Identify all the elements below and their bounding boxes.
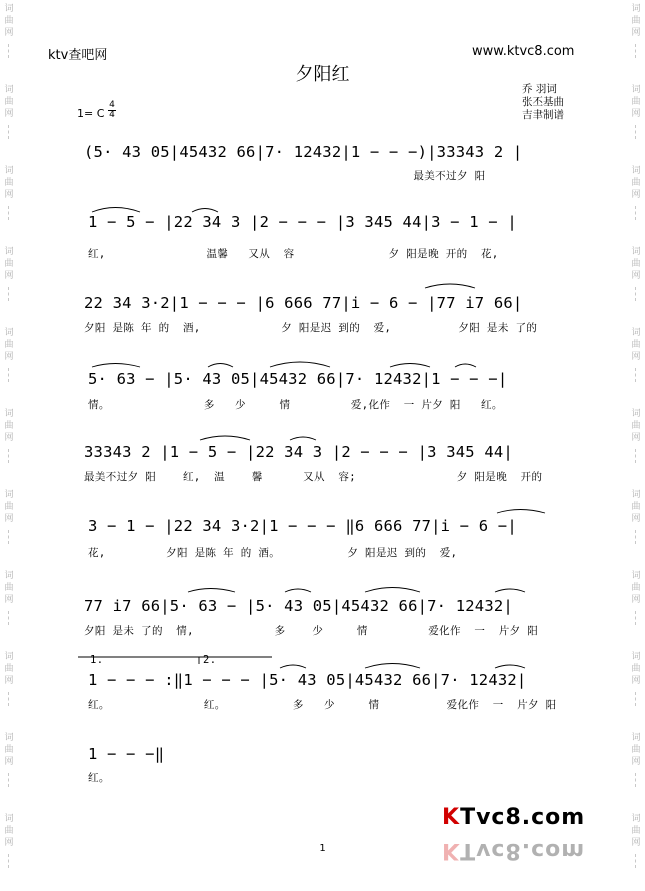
side-glyph: 网 xyxy=(4,838,14,848)
side-glyph: 网 xyxy=(4,190,14,200)
system-2-lyrics: 红, 温馨 又从 容 夕 阳是晚 开的 花, xyxy=(88,248,499,260)
side-glyph: 词 xyxy=(4,166,14,176)
side-glyph: 网 xyxy=(4,352,14,362)
page-number: 1 xyxy=(319,843,326,854)
slur xyxy=(365,588,420,593)
side-glyph: 曲 xyxy=(631,745,641,755)
side-glyph: 曲 xyxy=(631,583,641,593)
side-glyph: 词 xyxy=(4,4,14,14)
system-3-notes: 22 34 3·2|1 − − − |6 666 77|i − 6 − |77 i7 66| xyxy=(84,294,523,312)
slur xyxy=(188,589,235,593)
side-glyph: 曲 xyxy=(4,421,14,431)
side-glyph: 网 xyxy=(631,28,641,38)
side-glyph: 网 xyxy=(631,838,641,848)
system-9-notes: 1 − − −‖ xyxy=(88,745,165,763)
side-glyph: 网 xyxy=(4,595,14,605)
side-glyph: 曲 xyxy=(4,583,14,593)
volta-2-label: 2. xyxy=(203,654,217,666)
side-glyph: 曲 xyxy=(631,259,641,269)
side-glyph: 曲 xyxy=(4,502,14,512)
side-glyph: 词 xyxy=(631,814,641,824)
system-5-notes: 33343 2 |1 − 5 − |22 34 3 |2 − − − |3 345 44| xyxy=(84,443,513,461)
side-glyph: 网 xyxy=(631,271,641,281)
lyricist: 乔 羽词 xyxy=(522,83,557,95)
system-5-lyrics: 最美不过夕 阳 红, 温 馨 又从 容; 夕 阳是晚 开的 xyxy=(84,471,543,483)
composer: 张丕基曲 xyxy=(522,96,564,108)
side-glyph: 曲 xyxy=(631,826,641,836)
slur xyxy=(455,364,476,367)
side-glyph: 网 xyxy=(631,433,641,443)
slur xyxy=(92,208,140,213)
side-glyph: 曲 xyxy=(4,178,14,188)
side-glyph: 曲 xyxy=(4,745,14,755)
side-glyph: 词 xyxy=(631,328,641,338)
system-4-lyrics: 情。 多 少 情 爱,化作 一 片夕 阳 红。 xyxy=(88,399,503,411)
song-title: 夕阳红 xyxy=(295,64,350,85)
side-glyph: 曲 xyxy=(4,340,14,350)
system-7-notes: 77 i7 66|5· 63 − |5· 43 05|45432 66|7· 12432| xyxy=(84,597,513,615)
system-6-lyrics: 花, 夕阳 是陈 年 的 酒。 夕 阳是迟 到的 爱, xyxy=(88,547,458,559)
system-3-lyrics: 夕阳 是陈 年 的 酒, 夕 阳是迟 到的 爱, 夕阳 是未 了的 xyxy=(84,322,538,334)
side-glyph: 词 xyxy=(4,814,14,824)
slur xyxy=(495,589,525,592)
side-glyph: 词 xyxy=(631,490,641,500)
time-signature-bottom: 4 xyxy=(109,110,115,120)
side-glyph: 网 xyxy=(631,190,641,200)
side-glyph: 词 xyxy=(631,85,641,95)
system-1-lyrics: 最美不过夕 阳 xyxy=(84,170,486,182)
side-glyph: 曲 xyxy=(631,340,641,350)
slur xyxy=(425,284,475,288)
side-glyph: 词 xyxy=(631,571,641,581)
system-9-lyrics: 红。 xyxy=(88,772,110,784)
side-glyph: 网 xyxy=(631,109,641,119)
side-glyph: 曲 xyxy=(4,664,14,674)
side-glyph: 词 xyxy=(4,247,14,257)
side-glyph: 曲 xyxy=(4,259,14,269)
side-glyph: 曲 xyxy=(4,826,14,836)
side-glyph: 词 xyxy=(4,85,14,95)
slur xyxy=(192,209,218,213)
side-glyph: 曲 xyxy=(631,421,641,431)
side-glyph: 词 xyxy=(631,652,641,662)
side-glyph: 词 xyxy=(4,571,14,581)
side-glyph: 网 xyxy=(4,28,14,38)
side-glyph: 词 xyxy=(631,166,641,176)
side-glyph: 网 xyxy=(4,109,14,119)
system-4-notes: 5· 63 − |5· 43 05|45432 66|7· 12432|1 − − −| xyxy=(88,370,508,388)
system-7-lyrics: 夕阳 是未 了的 情, 多 少 情 爱化作 一 片夕 阳 xyxy=(84,625,539,637)
side-glyph: 曲 xyxy=(631,502,641,512)
side-glyph: 曲 xyxy=(631,97,641,107)
side-glyph: 网 xyxy=(4,676,14,686)
slur xyxy=(280,665,306,668)
system-1-notes: (5· 43 05|45432 66|7· 12432|1 − − −)|33343 2 | xyxy=(84,143,523,161)
side-glyph: 网 xyxy=(4,271,14,281)
side-glyph: 词 xyxy=(631,247,641,257)
side-glyph: 词 xyxy=(4,409,14,419)
ktvc8-logo xyxy=(442,805,585,830)
side-glyph: 词 xyxy=(631,409,641,419)
system-8-notes: 1 − − − :‖1 − − − |5· 43 05|45432 66|7· 12432| xyxy=(88,671,527,689)
system-2-notes: 1 − 5 − |22 34 3 |2 − − − |3 345 44|3 − 1 − | xyxy=(88,213,517,231)
side-glyph: 曲 xyxy=(4,97,14,107)
slur xyxy=(390,364,430,368)
slur xyxy=(92,364,140,368)
side-glyph: 词 xyxy=(631,733,641,743)
side-glyph: 网 xyxy=(631,757,641,767)
engraver: 吉聿制谱 xyxy=(522,109,564,121)
site-name-left: ktv查吧网 xyxy=(48,48,108,63)
ktvc8-logo-reflection: KTvc8.com xyxy=(442,838,586,863)
time-signature-top: 4 xyxy=(109,100,115,110)
logo-rest: Tvc8.com xyxy=(460,805,586,830)
side-glyph: 网 xyxy=(631,676,641,686)
side-glyph: 网 xyxy=(4,757,14,767)
slur xyxy=(208,364,233,368)
system-6-notes: 3 − 1 − |22 34 3·2|1 − − − ‖6 666 77|i − 6 −| xyxy=(88,517,517,535)
slur xyxy=(270,362,330,367)
side-glyph: 曲 xyxy=(631,178,641,188)
slur xyxy=(290,437,316,440)
slur xyxy=(365,664,420,669)
side-glyph: 词 xyxy=(4,490,14,500)
volta-1-label: 1. xyxy=(90,654,104,666)
side-glyph: 词 xyxy=(4,652,14,662)
side-glyph: 网 xyxy=(631,352,641,362)
side-glyph: 词 xyxy=(4,328,14,338)
side-glyph: 词 xyxy=(631,4,641,14)
key-signature: 1= C xyxy=(77,107,105,120)
system-8-lyrics: 红。 红。 多 少 情 爱化作 一 片夕 阳 xyxy=(88,699,557,711)
slur xyxy=(497,510,545,514)
side-glyph: 曲 xyxy=(631,664,641,674)
slur xyxy=(200,436,250,440)
side-glyph: 网 xyxy=(4,433,14,443)
slur xyxy=(495,665,525,668)
side-glyph: 网 xyxy=(4,514,14,524)
side-glyph: 曲 xyxy=(4,16,14,26)
side-glyph: 网 xyxy=(631,514,641,524)
site-url-right: www.ktvc8.com xyxy=(472,44,575,59)
logo-accent: K xyxy=(442,805,461,830)
side-glyph: 词 xyxy=(4,733,14,743)
side-glyph: 曲 xyxy=(631,16,641,26)
side-glyph: 网 xyxy=(631,595,641,605)
slur xyxy=(285,589,311,592)
